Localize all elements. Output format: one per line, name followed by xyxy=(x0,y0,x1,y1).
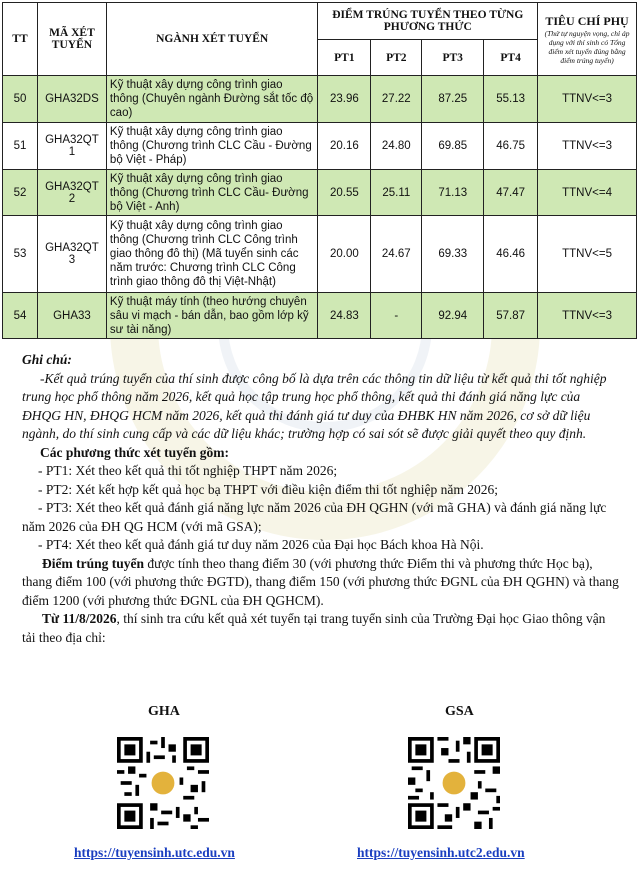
cell-sub: TTNV<=3 xyxy=(538,123,637,170)
header-major: NGÀNH XÉT TUYỂN xyxy=(106,3,317,76)
score-scale-text: được tính theo thang điểm 30 (với phương thức Điểm thi và phương thức Học bạ), thang điểm 100 (với phương thức ĐGTD), thang điểm 150 (với phương thức ĐGNL của ĐH QGHN) và thang điểm 1200 (với phương thức ĐGNL của ĐH QGHCM). xyxy=(22,555,619,608)
cell-pt1: 23.96 xyxy=(318,76,371,123)
table-row xyxy=(3,123,637,170)
header-code: MÃ XÉT TUYỂN xyxy=(37,3,106,76)
method-pt3: - PT3: Xét theo kết quả đánh giá năng lực năm 2026 của ĐH QGHN (với mã GHA) và đánh giá năng lực năm 2026 của ĐH QG HCM (với mã GSA); xyxy=(22,500,607,534)
cell-pt4: 46.75 xyxy=(484,123,538,170)
notes-section xyxy=(22,351,622,647)
cell-major: Kỹ thuật xây dựng công trình giao thông (Chương trình CLC Công trình giao thông đô thị) (Mã tuyển sinh các năm trước: Chương trình CLC Công trình giao thông đô thị Việt-Nhật) xyxy=(106,216,317,293)
cell-pt3: 87.25 xyxy=(422,76,484,123)
cell-code: GHA32QT 1 xyxy=(37,123,106,170)
cell-major: Kỹ thuật máy tính (theo hướng chuyên sâu vi mạch - bán dẫn, bao gồm lớp kỹ sư tài năng) xyxy=(106,293,317,339)
qr-label-gsa: GSA xyxy=(445,704,474,719)
cell-sub: TTNV<=3 xyxy=(538,76,637,123)
header-pt2: PT2 xyxy=(371,40,422,76)
table-row xyxy=(3,76,637,123)
cell-pt2: 24.67 xyxy=(371,216,422,293)
header-pt1: PT1 xyxy=(318,40,371,76)
notes-paragraph: -Kết quả trúng tuyển của thí sinh được công bố là dựa trên các thông tin dữ liệu từ kết quả thi tốt nghiệp trung học phổ thông năm 2026, kết quả học tập trung học phổ thông, kết quả thi đánh giá năng lực của ĐHQG HN, ĐHQG HCM năm 2026, kết quả thi đánh giá tư duy của ĐHBK HN năm 2026, cơ sở dữ liệu ngành, do thí sinh cung cấp và các dữ liệu khác; trường hợp có sai sót sẽ được giải quyết theo quy định. xyxy=(22,370,607,441)
cell-major: Kỹ thuật xây dựng công trình giao thông (Chuyên ngành Đường sắt tốc độ cao) xyxy=(106,76,317,123)
cell-pt4: 57.87 xyxy=(484,293,538,339)
cell-code: GHA32DS xyxy=(37,76,106,123)
score-scale-bold: Điểm trúng tuyển xyxy=(42,555,144,571)
cell-sub: TTNV<=3 xyxy=(538,293,637,339)
cell-pt2: 24.80 xyxy=(371,123,422,170)
cell-pt1: 24.83 xyxy=(318,293,371,339)
cell-pt4: 46.46 xyxy=(484,216,538,293)
link-tuyensinh-utc[interactable]: https://tuyensinh.utc.edu.vn xyxy=(74,845,235,860)
cell-pt4: 55.13 xyxy=(484,76,538,123)
cell-major: Kỹ thuật xây dựng công trình giao thông (Chương trình CLC Cầu- Đường bộ Việt - Anh) xyxy=(106,170,317,216)
cell-pt3: 71.13 xyxy=(422,170,484,216)
cell-pt1: 20.55 xyxy=(318,170,371,216)
cell-sub: TTNV<=5 xyxy=(538,216,637,293)
cell-tt: 52 xyxy=(3,170,38,216)
cell-pt3: 69.85 xyxy=(422,123,484,170)
method-pt2: - PT2: Xét kết hợp kết quả học bạ THPT với điều kiện điểm thi tốt nghiệp năm 2026; xyxy=(38,481,498,497)
cell-pt2: 25.11 xyxy=(371,170,422,216)
cell-tt: 51 xyxy=(3,123,38,170)
cell-pt4: 47.47 xyxy=(484,170,538,216)
lookup-date: Từ 11/8/2026 xyxy=(42,611,117,626)
cell-tt: 54 xyxy=(3,293,38,339)
sub-criteria-title: TIÊU CHÍ PHỤ xyxy=(545,13,629,28)
qr-code-gsa xyxy=(408,737,500,829)
table-row xyxy=(3,216,637,293)
cell-pt1: 20.16 xyxy=(318,123,371,170)
sub-criteria-note: (Thứ tự nguyện vọng, chỉ áp dụng với thí sinh có Tổng điểm xét tuyển đúng bằng điểm trúng tuyển) xyxy=(544,28,630,65)
cell-major: Kỹ thuật xây dựng công trình giao thông (Chương trình CLC Cầu - Đường bộ Việt - Pháp) xyxy=(106,123,317,170)
cell-pt1: 20.00 xyxy=(318,216,371,293)
cell-code: GHA32QT 2 xyxy=(37,170,106,216)
admission-score-table xyxy=(2,2,637,339)
header-sub-criteria xyxy=(538,3,637,76)
cell-sub: TTNV<=4 xyxy=(538,170,637,216)
method-pt4: - PT4: Xét theo kết quả đánh giá tư duy năm 2026 của Đại học Bách khoa Hà Nội. xyxy=(38,537,484,552)
cell-pt2: 27.22 xyxy=(371,76,422,123)
cell-tt: 53 xyxy=(3,216,38,293)
score-scale-note xyxy=(22,555,622,611)
header-pt4: PT4 xyxy=(484,40,538,76)
cell-code: GHA33 xyxy=(37,293,106,339)
header-pt3: PT3 xyxy=(422,40,484,76)
header-tt: TT xyxy=(3,3,38,76)
qr-label-gha: GHA xyxy=(148,704,180,719)
qr-code-gha xyxy=(117,737,209,829)
cell-pt3: 92.94 xyxy=(422,293,484,339)
cell-tt: 50 xyxy=(3,76,38,123)
lookup-note xyxy=(22,610,622,647)
link-tuyensinh-utc2[interactable]: https://tuyensinh.utc2.edu.vn xyxy=(357,845,525,860)
cell-pt3: 69.33 xyxy=(422,216,484,293)
notes-heading: Ghi chú: xyxy=(22,352,72,367)
header-score-group: ĐIỂM TRÚNG TUYỂN THEO TỪNG PHƯƠNG THỨC xyxy=(318,3,538,40)
method-pt1: - PT1: Xét theo kết quả thi tốt nghiệp THPT năm 2026; xyxy=(38,463,338,478)
table-row xyxy=(3,170,637,216)
methods-heading: Các phương thức xét tuyển gồm: xyxy=(40,444,230,460)
cell-code: GHA32QT 3 xyxy=(37,216,106,293)
cell-pt2: - xyxy=(371,293,422,339)
table-row xyxy=(3,293,637,339)
lookup-text: , thí sinh tra cứu kết quả xét tuyển tại trang tuyển sinh của Trường Đại học Giao thông vận tải theo địa chỉ: xyxy=(22,611,606,645)
